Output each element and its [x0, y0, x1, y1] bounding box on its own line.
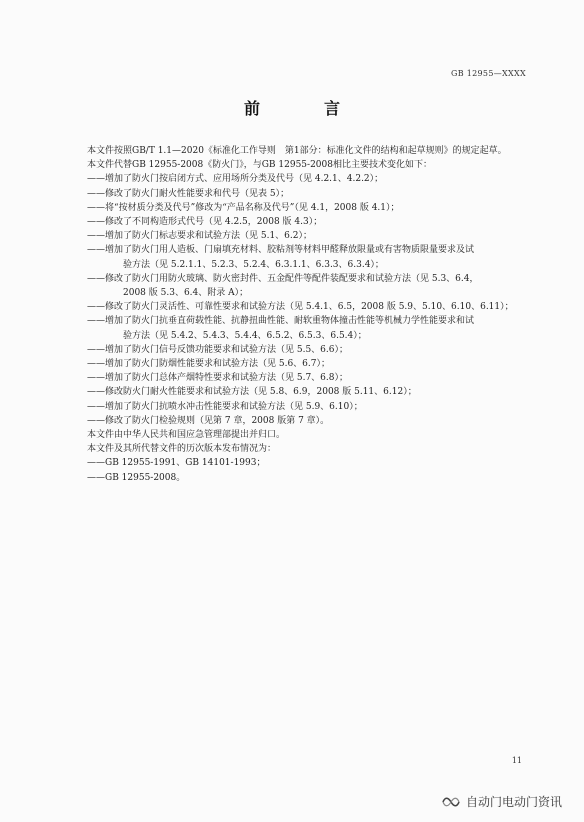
change-item: ——修改了不同构造形式代号（见 4.2.5，2008 版 4.3）； — [87, 217, 323, 228]
history-item: ——GB 12955-2008。 — [87, 472, 186, 483]
watermark — [442, 793, 562, 810]
paragraph-text: 本文件按照GB/T 1.1—2020《标准化工作导则 第1部分：标准化文件的结构和起草规则》的规定起草。 — [87, 146, 507, 156]
change-item: ——修改了防火门用防火玻璃、防火密封件、五金配件等配件装配要求和试验方法（见 5.3、6.4， — [87, 273, 479, 284]
change-item: ——增加了防火门用人造板、门扇填充材料、胶粘剂等材料甲醛释放限量或有害物质限量要求及试 — [87, 245, 475, 256]
change-item: ——增加了防火门抗喷水冲击性能要求和试验方法（见 5.9、6.10）； — [87, 401, 363, 412]
change-item: ——修改了防火门耐火性能要求和代号（见表 5）； — [87, 188, 290, 199]
change-item: ——修改了防火门检验规则（见第 7 章，2008 版第 7 章）。 — [87, 415, 330, 426]
page-number: 11 — [511, 756, 522, 765]
change-item: ——增加了防火门防烟性能要求和试验方法（见 5.6、6.7）； — [87, 359, 330, 370]
wechat-channel-icon — [442, 795, 460, 809]
change-item: ——增加了防火门抗垂直荷载性能、抗静扭曲性能、耐软重物体撞击性能等机械力学性能要求和试 — [87, 316, 475, 327]
change-item: ——修改了防火门灵活性、可靠性要求和试验方法（见 5.4.1、6.5，2008 版 5.9、5.10、6.10、6.11）； — [87, 302, 514, 313]
standard-code: GB 12955—XXXX — [451, 69, 526, 78]
change-item: ——增加了防火门总体产烟特性要求和试验方法（见 5.7、6.8）； — [87, 373, 348, 384]
paragraph-history-intro: 本文件及其所代替文件的历次版本发布情况为： — [87, 444, 277, 455]
history-item: ——GB 12955-1991、GB 14101-1993； — [87, 458, 266, 469]
paragraph-replacement — [87, 158, 529, 172]
change-item-continuation: 验方法（见 5.2.1.1、5.2.3、5.2.4、6.3.1.1、6.3.3、6.3.4）； — [123, 259, 384, 270]
change-item: ——修改防火门耐火性能要求和试验方法（见 5.8、6.9，2008 版 5.11、6.12）； — [87, 387, 417, 398]
paragraph-proposer: 本文件由中华人民共和国应急管理部提出并归口。 — [87, 430, 286, 441]
changes-list — [87, 172, 529, 428]
change-item: ——增加了防火门信号反馈功能要求和试验方法（见 5.5、6.6）； — [87, 344, 348, 355]
document-body — [87, 144, 529, 485]
change-item-continuation: 验方法（见 5.4.2、5.4.3、5.4.4、6.5.2、6.5.3、6.5.4）； — [123, 330, 367, 341]
paragraph-drafting-rule — [87, 144, 529, 158]
change-item: ——增加了防火门标志要求和试验方法（见 5.1、6.2）； — [87, 231, 312, 242]
change-item: ——将“按材质分类及代号”修改为“产品名称及代号”（见 4.1，2008 版 4.1）； — [87, 202, 400, 213]
watermark-text: 自动门电动门资讯 — [465, 795, 562, 809]
page-title: 前 言 — [243, 99, 364, 118]
paragraph-text: 本文件代替GB 12955-2008《防火门》，与GB 12955-2008相比主要技术变化如下： — [87, 160, 432, 171]
change-item-continuation: 2008 版 5.3、6.4、附录 A）； — [123, 288, 249, 299]
change-item: ——增加了防火门按启闭方式、应用场所分类及代号（见 4.2.1、4.2.2）； — [87, 174, 384, 185]
